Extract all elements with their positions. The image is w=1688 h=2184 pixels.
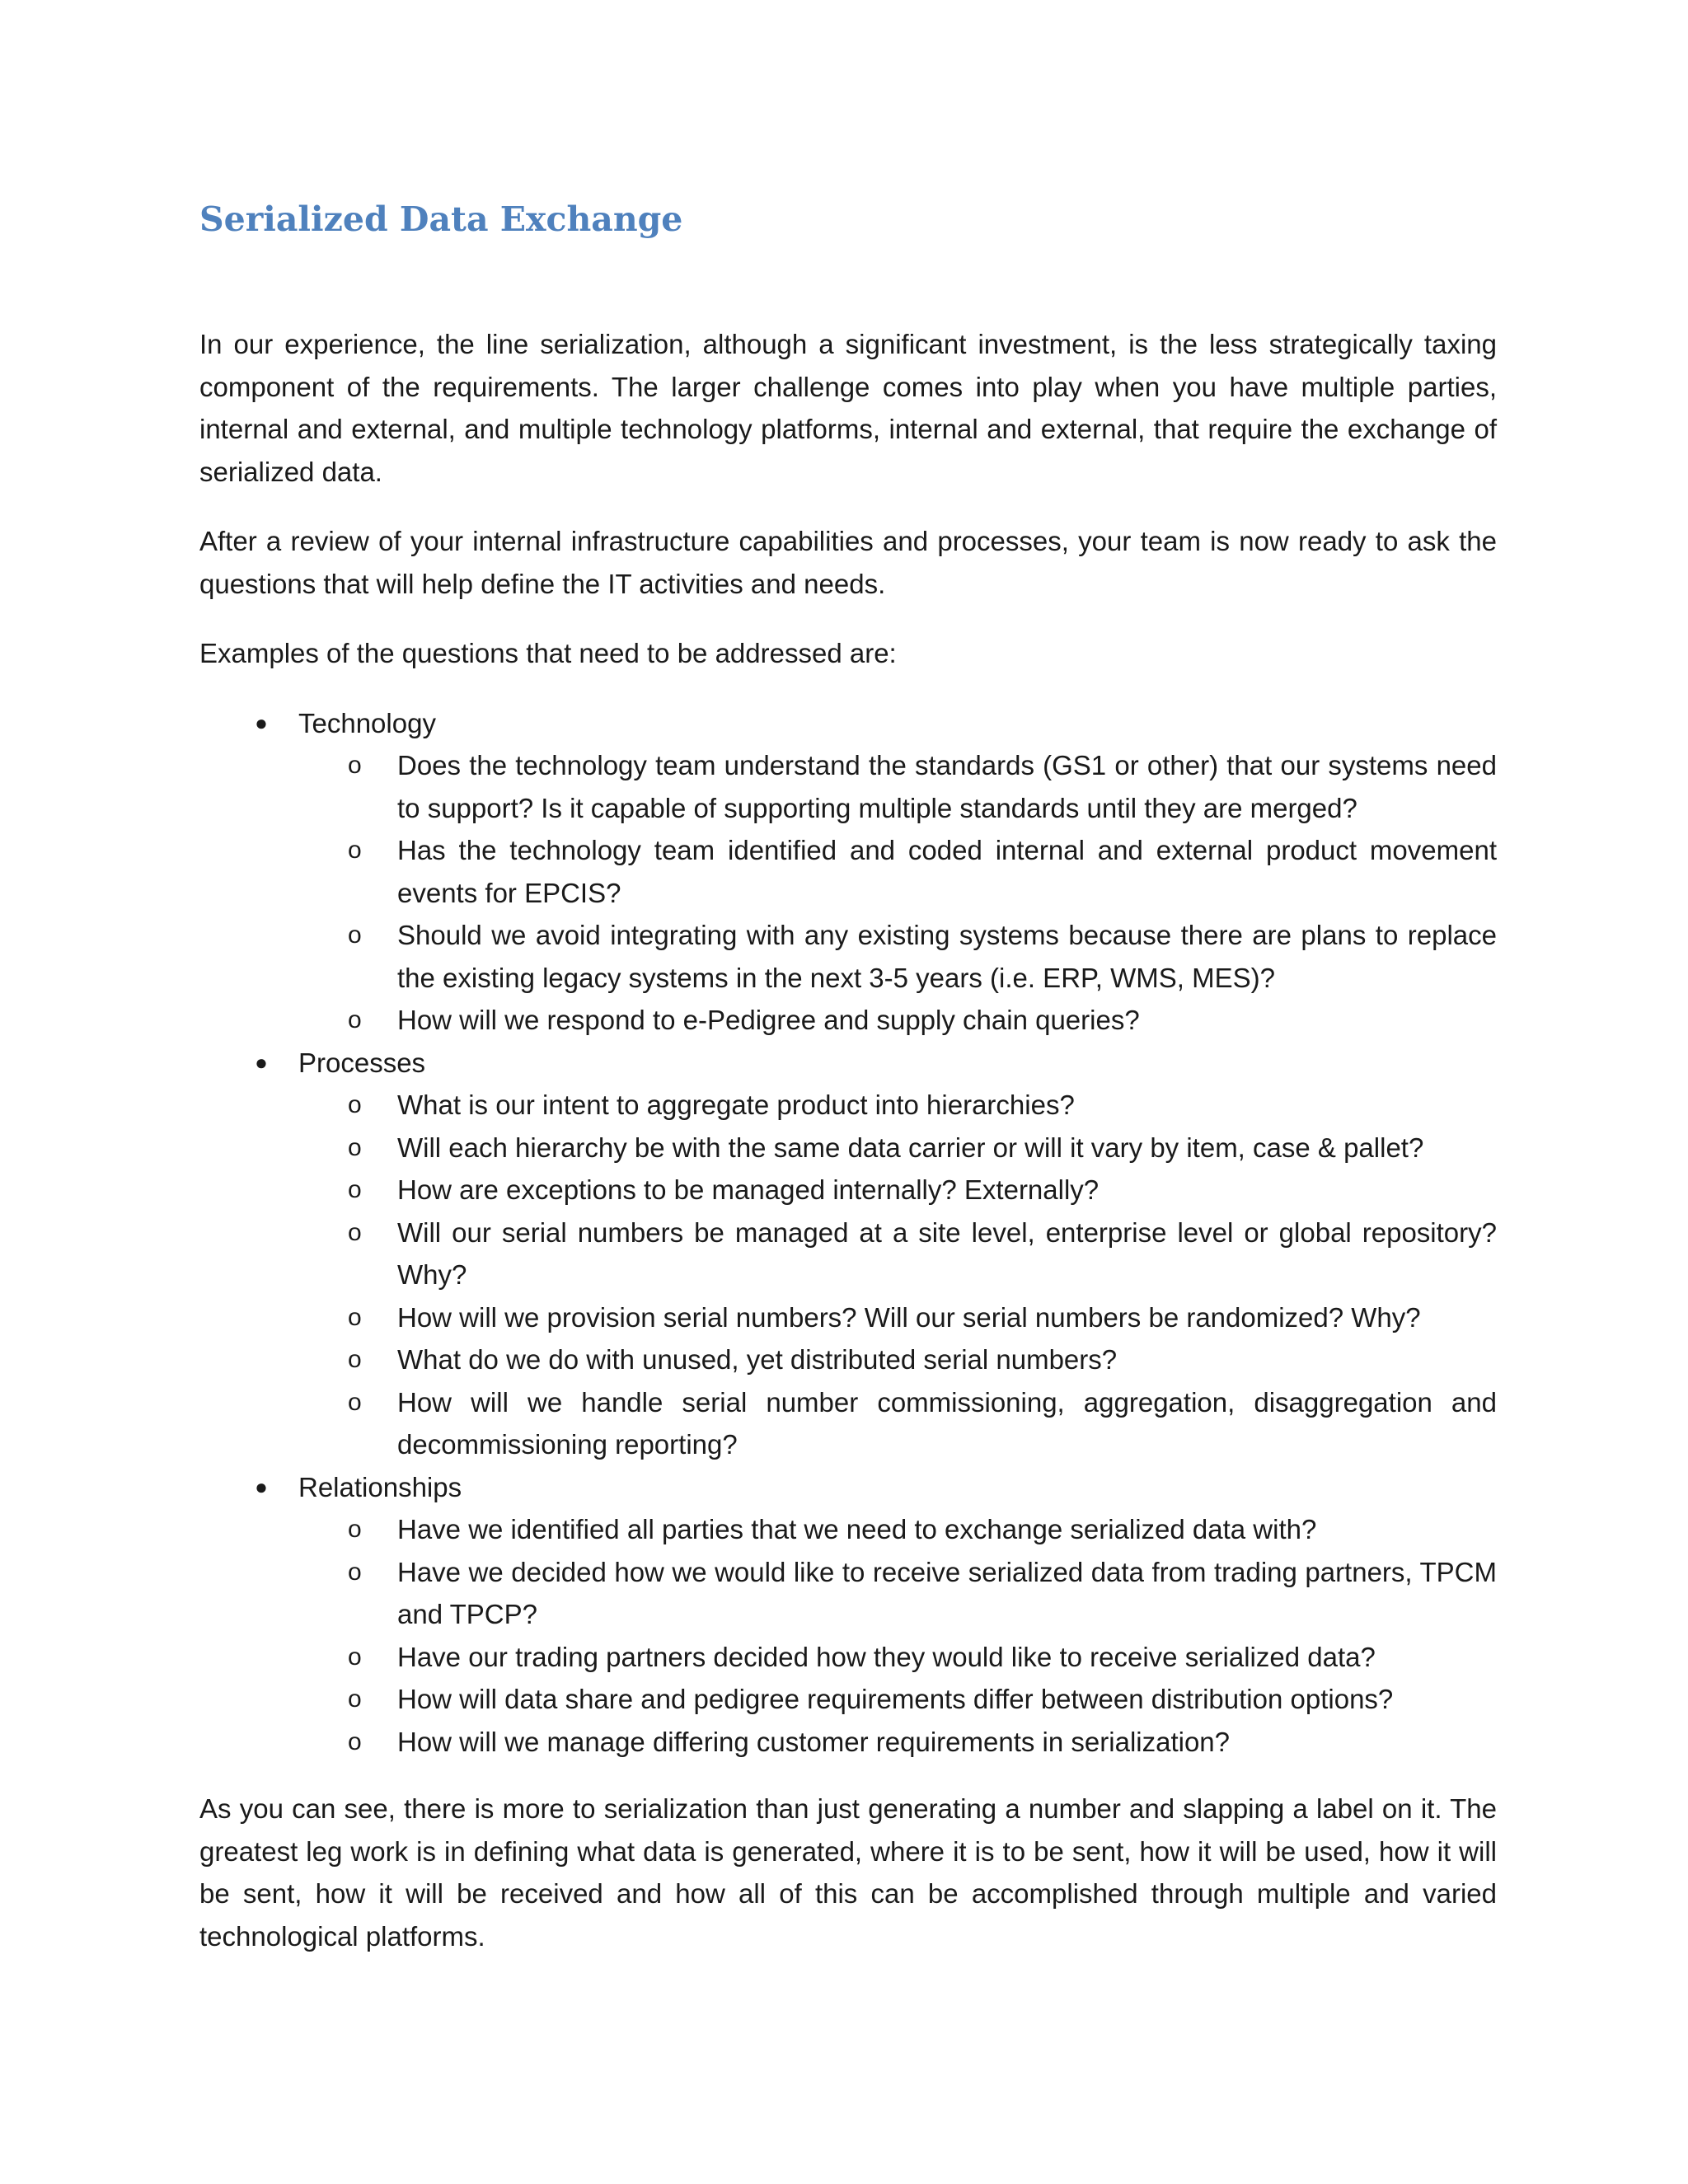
list-item-text: How will we provision serial numbers? Will our serial numbers be randomized? Why? bbox=[397, 1301, 1421, 1333]
list-item bbox=[298, 1636, 1497, 1679]
question-list bbox=[199, 702, 1497, 1764]
list-item bbox=[298, 1212, 1497, 1296]
list-item bbox=[298, 1296, 1497, 1339]
section-label: Technology bbox=[298, 707, 436, 738]
list-item-text: Have our trading partners decided how they would like to receive serialized data? bbox=[397, 1641, 1376, 1672]
list-item bbox=[298, 1381, 1497, 1466]
list-item-text: How will we respond to e-Pedigree and supply chain queries? bbox=[397, 1005, 1140, 1035]
bullet-circle-icon: o bbox=[348, 1133, 362, 1161]
list-item-text: Does the technology team understand the standards (GS1 or other) that our systems need to support? Is it capable of supporting multiple standards until they are merged? bbox=[397, 750, 1497, 823]
bullet-circle-icon: o bbox=[348, 1176, 362, 1203]
list-item-text: Will each hierarchy be with the same data carrier or will it vary by item, case & pallet? bbox=[397, 1132, 1424, 1163]
list-item bbox=[298, 1084, 1497, 1127]
closing-paragraph: As you can see, there is more to serialization than just generating a number and slapping a label on it. The greatest leg work is in defining what data is generated, where it is to be sent, how it will be used, how it will be sent, how it will be received and how all of this can be accomplished through multiple and varied technological platforms. bbox=[199, 1793, 1497, 1952]
bullet-circle-icon: o bbox=[348, 1091, 362, 1118]
bullet-circle-icon: o bbox=[348, 1558, 362, 1586]
bullet-circle-icon: o bbox=[348, 752, 362, 779]
list-item-text: How will we handle serial number commissioning, aggregation, disaggregation and decommissioning reporting? bbox=[397, 1386, 1497, 1460]
bullet-circle-icon: o bbox=[348, 1643, 362, 1671]
bullet-circle-icon: o bbox=[348, 921, 362, 949]
bullet-circle-icon: o bbox=[348, 1303, 362, 1331]
list-item bbox=[298, 1551, 1497, 1636]
bullet-circle-icon: o bbox=[348, 1727, 362, 1755]
list-item-text: Has the technology team identified and coded internal and external product movement events for EPCIS? bbox=[397, 835, 1497, 908]
list-item-text: Have we identified all parties that we need to exchange serialized data with? bbox=[397, 1514, 1317, 1544]
document-body bbox=[199, 196, 1497, 1985]
list-item bbox=[298, 1169, 1497, 1212]
intro-paragraph-3: Examples of the questions that need to be addressed are: bbox=[199, 638, 897, 668]
list-item bbox=[298, 1678, 1497, 1721]
section-items bbox=[298, 1508, 1497, 1763]
bullet-circle-icon: o bbox=[348, 1388, 362, 1416]
list-item-text: How will we manage differing customer requirements in serialization? bbox=[397, 1726, 1231, 1757]
section-items bbox=[298, 1084, 1497, 1466]
bullet-circle-icon: o bbox=[348, 1685, 362, 1713]
list-item-text: Have we decided how we would like to receive serialized data from trading partners, TPCM and TPCP? bbox=[397, 1556, 1497, 1629]
section-items bbox=[298, 744, 1497, 1042]
section-processes bbox=[199, 1042, 1497, 1466]
bullet-disc-icon: ● bbox=[255, 710, 268, 735]
list-item bbox=[298, 1508, 1497, 1551]
list-item-text: What is our intent to aggregate product into hierarchies? bbox=[397, 1090, 1075, 1120]
intro-paragraph-2: After a review of your internal infrastructure capabilities and processes, your team is now ready to ask the questions that will help define the IT activities and needs. bbox=[199, 526, 1497, 599]
list-item bbox=[298, 1721, 1497, 1764]
list-item-text: Will our serial numbers be managed at a site level, enterprise level or global repository? Why? bbox=[397, 1216, 1497, 1290]
section-label: Processes bbox=[298, 1047, 426, 1078]
list-item bbox=[298, 1338, 1497, 1381]
bullet-disc-icon: ● bbox=[255, 1049, 268, 1075]
list-item bbox=[298, 829, 1497, 914]
list-item bbox=[298, 999, 1497, 1042]
list-item-text: What do we do with unused, yet distributed serial numbers? bbox=[397, 1344, 1118, 1375]
list-item bbox=[298, 1127, 1497, 1169]
bullet-circle-icon: o bbox=[348, 1218, 362, 1246]
section-label: Relationships bbox=[298, 1471, 462, 1502]
bullet-circle-icon: o bbox=[348, 1346, 362, 1373]
bullet-circle-icon: o bbox=[348, 837, 362, 864]
section-relationships bbox=[199, 1466, 1497, 1764]
intro-paragraph-1: In our experience, the line serialization, although a significant investment, is the less strategically taxing component of the requirements. The larger challenge comes into play when you have multiple parties, internal and external, and multiple technology platforms, internal and external, that require the exchange of serialized data. bbox=[199, 329, 1497, 487]
bullet-disc-icon: ● bbox=[255, 1474, 268, 1499]
bullet-circle-icon: o bbox=[348, 1516, 362, 1543]
page-title: Serialized Data Exchange bbox=[199, 199, 683, 239]
list-item-text: How will data share and pedigree requirements differ between distribution options? bbox=[397, 1684, 1394, 1714]
list-item-text: Should we avoid integrating with any existing systems because there are plans to replace the existing legacy systems in the next 3-5 years (i.e. ERP, WMS, MES)? bbox=[397, 920, 1497, 993]
list-item bbox=[298, 744, 1497, 829]
section-technology bbox=[199, 702, 1497, 1042]
bullet-circle-icon: o bbox=[348, 1006, 362, 1033]
list-item-text: How are exceptions to be managed internally? Externally? bbox=[397, 1174, 1100, 1205]
list-item bbox=[298, 914, 1497, 999]
